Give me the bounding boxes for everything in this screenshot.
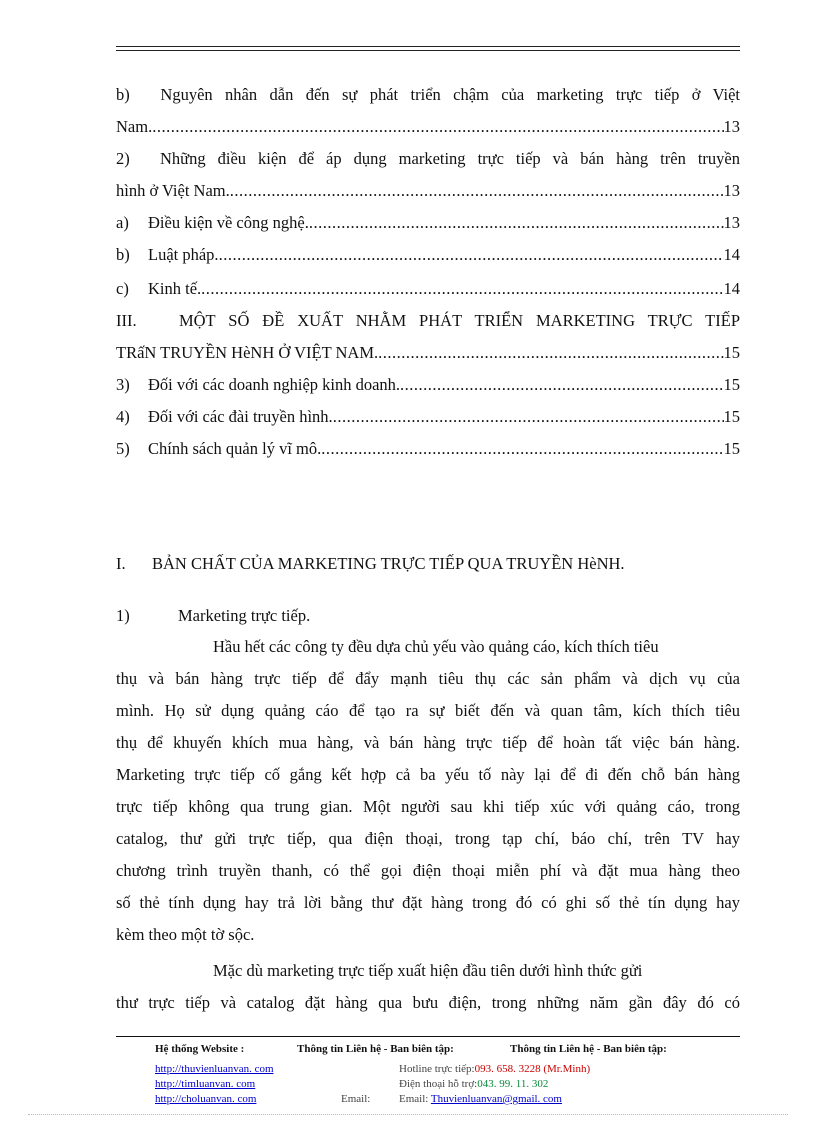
paragraph-line: trực tiếp không qua trung gian. Một người sau khi tiếp xúc với quảng cáo, trong [116,797,740,816]
header-rule-bottom [116,50,740,51]
paragraph-line: thư trực tiếp và catalog đặt hàng qua bưu điện, trong những năm gần đây đó có [116,993,740,1012]
footer-email-label-left: Email: [341,1093,371,1105]
toc-page: 14 [723,279,740,298]
toc-number: b) [116,85,130,104]
subsection-title: Marketing trực tiếp. [178,606,311,625]
hotline-value: 093. 658. 3228 (Mr.Minh) [474,1063,591,1075]
footer-contact-title: Thông tin Liên hệ - Ban biên tập: [297,1043,454,1055]
toc-page: 13 [723,213,740,232]
toc-text: Những điều kiện để áp dụng marketing trực tiếp và bán hàng trên truyền [160,149,741,168]
toc-leader [321,436,723,462]
footer-site-link[interactable]: http://choluanvan. com [155,1093,257,1105]
toc-entry [116,210,740,236]
toc-leader [309,210,724,236]
paragraph-line: mình. Họ sử dụng quảng cáo để tạo ra sự biết đến và quan tâm, kích thích tiêu [116,701,740,720]
email-label: Email: [399,1093,429,1105]
toc-entry [116,308,740,334]
paragraph-line: Mặc dù marketing trực tiếp xuất hiện đầu tiên dưới hình thức gửi [213,961,643,980]
toc-entry-continuation [116,178,740,204]
toc-entry [116,242,740,268]
paragraph-line: chương trình truyền thanh, có thể gọi điện thoại miễn phí và đặt mua hàng theo [116,861,740,880]
toc-number: III. [116,311,137,330]
toc-leader [230,178,724,204]
paragraph-line: số thẻ tính dụng hay trả lời bằng thư đặt hàng trong đó có ghi số thẻ tín dụng hay [116,893,740,912]
header-rule-top [116,46,740,47]
toc-text: MỘT SỐ ĐỀ XUẤT NHẰM PHÁT TRIỂN MARKETING TRỰC TIẾP [178,311,741,330]
body-paragraph-2 [116,955,740,1019]
toc-page: 15 [723,343,740,362]
footer-contact-title-2: Thông tin Liên hệ - Ban biên tập: [510,1043,667,1055]
paragraph-line: Marketing trực tiếp cố gắng kết hợp cả ba yếu tố này lại để đi đến chỗ bán hàng [116,765,740,784]
toc-text: Đối với các đài truyền hình. [148,407,333,426]
toc-page: 13 [723,117,740,136]
toc-entry [116,436,740,462]
toc-entry [116,82,740,108]
toc-leader [219,242,724,268]
footer-websites-title: Hệ thống Website : [155,1043,245,1055]
toc-number: a) [116,213,129,232]
section-heading [116,551,740,577]
toc-leader [152,114,723,140]
footer-phone [399,1077,548,1091]
toc-text: Kinh tế. [148,279,202,298]
section-title: BẢN CHẤT CỦA MARKETING TRỰC TIẾP QUA TRUYỀN HèNH. [152,554,625,573]
subsection-number: 1) [116,606,130,625]
toc-page: 13 [723,181,740,200]
toc-text-cont: Nam. [116,117,153,136]
toc-number: c) [116,279,129,298]
footer-hotline [399,1062,590,1076]
subsection-heading [116,603,310,629]
toc-page: 15 [723,407,740,426]
toc-leader [201,276,723,302]
toc-page: 15 [723,375,740,394]
toc-text: Điều kiện về công nghệ. [148,213,309,232]
phone-label: Điện thoại hỗ trợ: [399,1078,478,1090]
toc-page: 14 [723,245,740,264]
paragraph-line: kèm theo một tờ sộc. [116,925,255,944]
phone-value: 043. 99. 11. 302 [477,1078,549,1090]
toc-number: b) [116,245,130,264]
toc-entry [116,372,740,398]
toc-text: Luật pháp. [148,245,219,264]
toc-text-cont: TRấN TRUYỀN HèNH Ở VIỆT NAM. [116,343,379,362]
footer-rule [116,1036,740,1037]
footer-email [399,1092,562,1106]
toc-number: 4) [116,407,130,426]
toc-number: 3) [116,375,130,394]
toc-entry [116,146,740,172]
toc-number: 5) [116,439,130,458]
toc-text: Đối với các doanh nghiệp kinh doanh. [148,375,401,394]
toc-leader [400,372,723,398]
toc-entry [116,404,740,430]
body-paragraph-1 [116,631,740,951]
toc-entry [116,276,740,302]
toc-leader [378,340,723,366]
paragraph-line: thụ để khuyến khích mua hàng, và bán hàng trực tiếp để hoàn tất việc bán hàng. [116,733,740,752]
toc-text-cont: hình ở Việt Nam. [116,181,230,200]
email-link[interactable]: Thuvienluanvan@gmail. com [430,1093,562,1105]
toc-leader [333,404,724,430]
paragraph-line: thụ và bán hàng trực tiếp để đẩy mạnh tiêu thụ các sản phẩm và dịch vụ của [116,669,740,688]
toc-entry-continuation [116,340,740,366]
toc-page: 15 [723,439,740,458]
section-number: I. [116,554,126,573]
footer-site-link[interactable]: http://timluanvan. com [155,1078,256,1090]
hotline-label: Hotline trực tiếp: [399,1063,475,1075]
footer-site-link[interactable]: http://thuvienluanvan. com [155,1063,274,1075]
paragraph-line: Hầu hết các công ty đều dựa chủ yếu vào quảng cáo, kích thích tiêu [213,637,659,656]
toc-entry-continuation [116,114,740,140]
page-bottom-dotted-line [28,1114,788,1115]
toc-text: Chính sách quản lý vĩ mô. [148,439,322,458]
toc-text: Nguyên nhân dẫn đến sự phát triển chậm của marketing trực tiếp ở Việt [160,85,741,104]
paragraph-line: catalog, thư gửi trực tiếp, qua điện thoại, trong tạp chí, báo chí, trên TV hay [116,829,740,848]
toc-number: 2) [116,149,130,168]
